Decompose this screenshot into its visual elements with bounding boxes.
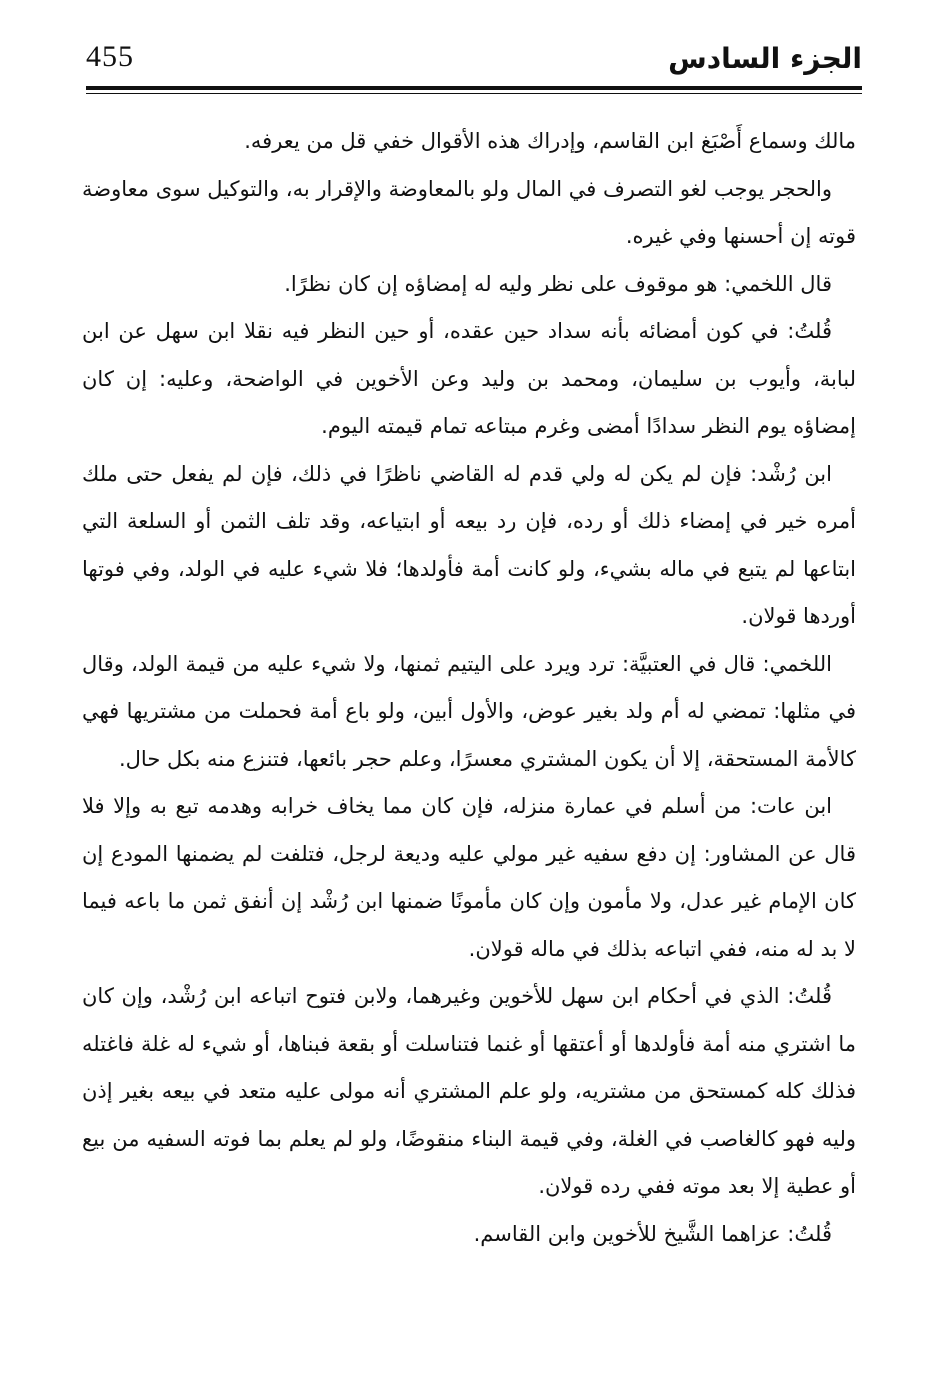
paragraph-7: ابن عات: من أسلم في عمارة منزله، فإن كان مما يخاف خرابه وهدمه تبع به وإلا فلا قال عن المشاور: إن دفع سفيه غير مولي عليه وديعة لرجل، فتلفت لم يضمنها المودع إن كان الإمام غير عدل، ولا مأمون وإن كان مأمونًا ضمنها ابن رُشْد إن أنفق ثمن ما باعه فيما لا بد له منه، ففي اتباعه بذلك في ماله قولان. [82,794,856,961]
paragraph-6: اللخمي: قال في العتبيَّة: ترد ويرد على اليتيم ثمنها، ولا شيء عليه من قيمة الولد، وقال في مثلها: تمضي له أم ولد بغير عوض، والأول أبين، ولو باع أمة فحملت من مشتريها فهي كالأمة المستحقة، إلا أن يكون المشتري معسرًا، وعلم حجر بائعها، فتنزع منه بكل حال. [82,651,856,771]
running-title: الجزء السادس [668,42,862,75]
paragraph-5: ابن رُشْد: فإن لم يكن له ولي قدم له القاضي ناظرًا في ذلك، فإن لم يفعل حتى ملك أمره خير في إمضاء ذلك أو رده، فإن رد بيعه أو ابتياعه، وقد تلف الثمن أو السلعة التي ابتاعها لم يتبع في ماله بشيء، ولو كانت أمة فأولدها؛ فلا شيء عليه في الولد، وفي فوتها أوردها قولان. [82,461,856,628]
page-header [86,36,862,86]
paragraph-2: والحجر يوجب لغو التصرف في المال ولو بالمعاوضة والإقرار به، والتوكيل سوى معاوضة قوته إن أحسنها وفي غيره. [82,176,856,248]
paragraph-3: قال اللخمي: هو موقوف على نظر وليه له إمضاؤه إن كان نظرًا. [284,271,832,296]
paragraph-9: قُلتُ: عزاهما الشَّيخ للأخوين وابن القاسم. [473,1221,832,1246]
header-rule-thin [86,93,862,94]
paragraph-1: مالك وسماع أَصْبَغ ابن القاسم، وإدراك هذه الأقوال خفي قل من يعرفه. [244,129,856,153]
body-text [82,118,856,1258]
paragraph-8: قُلتُ: الذي في أحكام ابن سهل للأخوين وغيرهما، ولابن فتوح اتباعه ابن رُشْد، وإن كان ما اشتري منه أمة فأولدها أو أعتقها أو غنما فتناسلت أو بقعة فبناها، أو شيء له غلة فاغتله فذلك كله كمستحق من مشتريه، ولو علم المشتري أنه مولى عليه متعد في بيعه بغير إذن وليه فهو كالغاصب في الغلة، وفي قيمة البناء منقوضًا، ولو لم يعلم بما فوته السفيه من بيع أو عطية إلا بعد موته ففي رده قولان. [82,984,856,1198]
paragraph-4: قُلتُ: في كون أمضائه بأنه سداد حين عقده، أو حين النظر فيه نقلا ابن سهل عن ابن لبابة، وأيوب بن سليمان، ومحمد بن وليد وعن الأخوين في الواضحة، وعليه: إن كان إمضاؤه يوم النظر سدادًا أمضى وغرم مبتاعه تمام قيمته اليوم. [82,319,856,438]
page-number: 455 [86,40,134,73]
header-rule-thick [86,86,862,90]
